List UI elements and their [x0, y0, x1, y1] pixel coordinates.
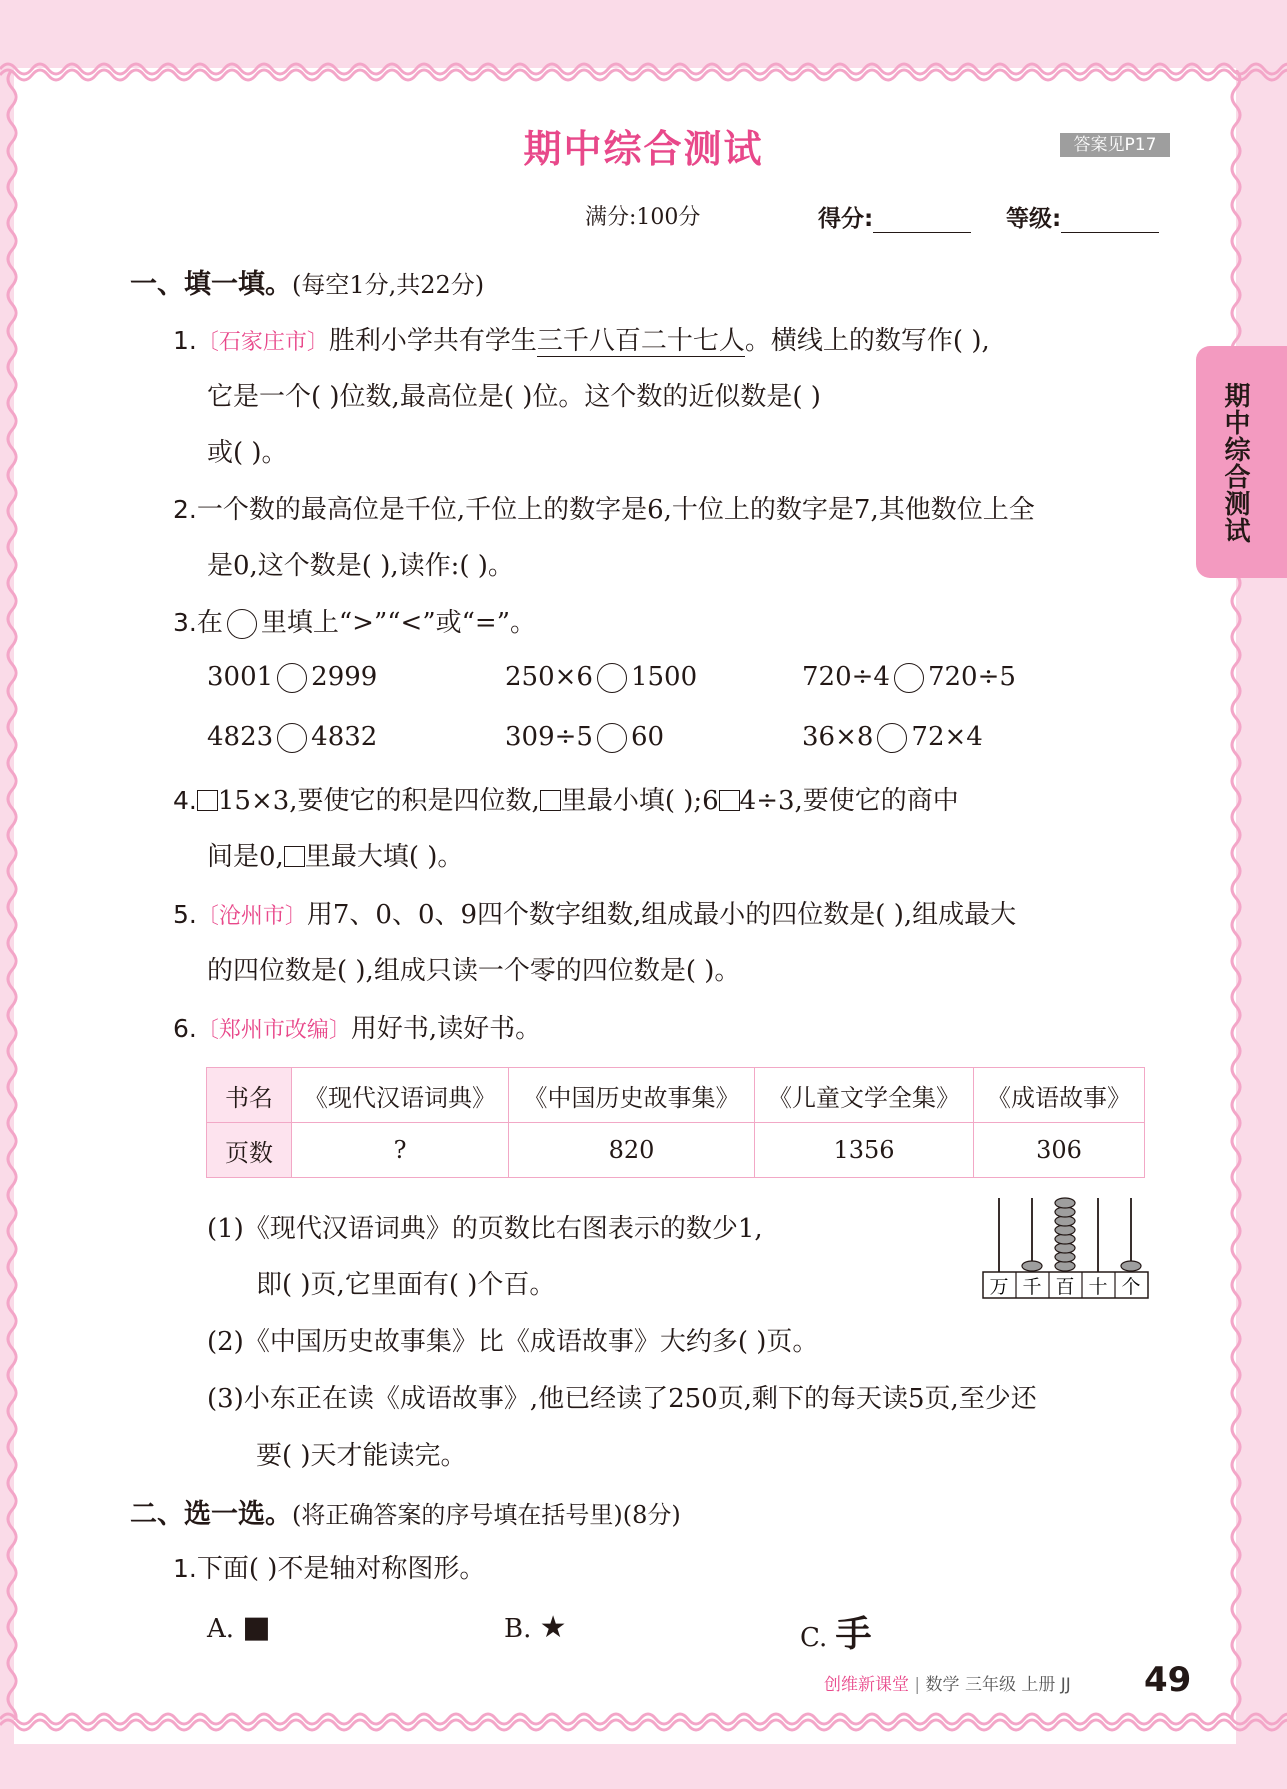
section2-title: 二、选一选。 [130, 1499, 292, 1530]
option-a[interactable] [207, 1610, 271, 1645]
q5-text-a: 用7、0、0、9四个数字组数,组成最小的四位数是( ),组成最大 [306, 900, 1017, 930]
q4-text-a: 15×3,要使它的积是四位数, [217, 786, 540, 816]
abacus-label: 百 [1055, 1276, 1075, 1298]
top-wave-border [0, 56, 1287, 82]
q3-text-b: 里填上“>”“<”或“=”。 [260, 608, 536, 638]
table-cell: 《儿童文学全集》 [755, 1068, 974, 1123]
q5-source: 〔沧州市〕 [196, 904, 307, 929]
q6-number: 6. [173, 1014, 197, 1043]
q3-item-4-right: 4832 [311, 722, 378, 752]
box-placeholder-icon [719, 790, 740, 811]
q1-line3: 或( )。 [207, 438, 288, 468]
q3-number: 3. [173, 608, 197, 637]
grade-label: 等级: [1006, 206, 1062, 232]
q3-item-5-circle[interactable] [597, 723, 627, 753]
q4-text-d: 间是0, [207, 842, 284, 872]
q1-text-b: 。横线上的数写作( ), [744, 326, 990, 356]
q3-item-6-right: 72×4 [911, 722, 983, 752]
table-row [207, 1123, 1145, 1178]
q3-item-1 [207, 662, 377, 693]
q5-line2: 的四位数是( ),组成只读一个零的四位数是( )。 [207, 956, 741, 986]
q3-item-6 [802, 722, 983, 753]
right-wave-border [1224, 70, 1248, 1720]
table-cell: 《成语故事》 [974, 1068, 1145, 1123]
q3-item-4 [207, 722, 377, 753]
q5-number: 5. [173, 900, 197, 929]
table-cell: 1356 [755, 1123, 974, 1178]
q1-line2: 它是一个( )位数,最高位是( )位。这个数的近似数是( ) [207, 382, 821, 412]
footer-info: 数学 三年级 上册 JJ [925, 1675, 1071, 1695]
section1-title: 一、填一填。 [130, 269, 292, 300]
q3-item-1-circle[interactable] [277, 663, 307, 693]
q3-item-3-circle[interactable] [894, 663, 924, 693]
table-cell: 《现代汉语词典》 [292, 1068, 509, 1123]
q2-number: 2. [173, 495, 197, 524]
table-cell: 306 [974, 1123, 1145, 1178]
score-label: 得分: [818, 206, 874, 232]
book-table [206, 1067, 1145, 1178]
table-row-header: 书名 [207, 1068, 292, 1123]
option-c-label: C. [800, 1623, 828, 1653]
box-placeholder-icon [284, 846, 305, 867]
page-number: 49 [1144, 1660, 1192, 1700]
q6-sub1-line1: (1)《现代汉语词典》的页数比右图表示的数少1, [207, 1214, 763, 1244]
table-row-header: 页数 [207, 1123, 292, 1178]
grade-field[interactable] [1006, 200, 1159, 233]
q6-sub3-line1: (3)小东正在读《成语故事》,他已经读了250页,剩下的每天读5页,至少还 [207, 1384, 1037, 1414]
q1-source: 〔石家庄市〕 [196, 330, 329, 355]
q2-line1 [173, 489, 1035, 526]
abacus-label: 万 [989, 1276, 1009, 1298]
table-cell: 820 [509, 1123, 755, 1178]
q3-item-3 [802, 662, 1016, 693]
q6-line1 [173, 1008, 541, 1045]
abacus-icon [982, 1196, 1152, 1300]
q3-text-a: 在 [196, 608, 223, 638]
q3-item-6-left: 36×8 [802, 722, 874, 752]
q3-item-2-right: 1500 [630, 662, 698, 692]
score-field[interactable] [818, 200, 971, 233]
compare-circle-icon [227, 609, 257, 639]
abacus-label: 十 [1088, 1276, 1108, 1298]
footer: 创维新课堂 | 数学 三年级 上册 JJ [824, 1675, 1071, 1695]
q6-sub1-line2: 即( )页,它里面有( )个百。 [256, 1270, 556, 1300]
q4-number: 4. [173, 786, 197, 815]
q4-text-c: 4÷3,要使它的商中 [739, 786, 959, 816]
q6-source: 〔郑州市改编〕 [196, 1018, 351, 1043]
section1-heading [130, 262, 484, 301]
section1-note: (每空1分,共22分) [292, 271, 485, 299]
q6-sub2: (2)《中国历史故事集》比《成语故事》大约多( )页。 [207, 1327, 819, 1357]
abacus-label: 个 [1121, 1276, 1141, 1298]
q1-number: 1. [173, 326, 197, 355]
q4-line2 [207, 836, 463, 873]
option-c[interactable] [800, 1606, 872, 1657]
abacus-figure [982, 1196, 1152, 1304]
page-title: 期中综合测试 [523, 127, 764, 171]
abacus-label: 千 [1022, 1276, 1042, 1298]
q4-text-b: 里最小填( );6 [560, 786, 719, 816]
score-blank[interactable] [873, 206, 971, 233]
q6-sub3-line2: 要( )天才能读完。 [256, 1441, 467, 1471]
side-tab-label: 期中综合测试 [1220, 382, 1250, 544]
q3-item-5-left: 309÷5 [505, 722, 593, 752]
q3-item-2-circle[interactable] [597, 663, 627, 693]
q3-item-3-left: 720÷4 [802, 662, 890, 692]
q3-item-6-circle[interactable] [877, 723, 907, 753]
q5-line1 [173, 894, 1016, 931]
square-icon: ■ [242, 1610, 271, 1645]
option-b[interactable] [504, 1610, 567, 1645]
full-score: 满分:100分 [585, 205, 701, 230]
box-placeholder-icon [540, 790, 561, 811]
q3-item-4-circle[interactable] [277, 723, 307, 753]
q3-line1 [173, 602, 536, 639]
table-cell: 《中国历史故事集》 [509, 1068, 755, 1123]
left-wave-border [2, 70, 26, 1720]
table-cell: ? [292, 1123, 509, 1178]
q3-item-2 [505, 662, 697, 693]
box-placeholder-icon [197, 790, 218, 811]
q4-text-e: 里最大填( )。 [304, 842, 464, 872]
star-icon: ★ [539, 1610, 567, 1645]
section2-heading [130, 1492, 681, 1531]
q4-line1 [173, 780, 959, 817]
q2-text-a: 一个数的最高位是千位,千位上的数字是6,十位上的数字是7,其他数位上全 [196, 495, 1035, 525]
bottom-wave-border [0, 1712, 1287, 1738]
table-row [207, 1068, 1145, 1123]
s2-q1-number: 1. [173, 1554, 197, 1583]
q1-underlined-number: 三千八百二十七人 [536, 326, 745, 356]
q3-item-2-left: 250×6 [505, 662, 593, 692]
q2-line2: 是0,这个数是( ),读作:( )。 [207, 551, 514, 581]
answer-reference-badge: 答案见P17 [1060, 133, 1170, 157]
q3-item-4-left: 4823 [207, 722, 274, 752]
s2-q1-line [173, 1548, 485, 1585]
hand-character: 手 [835, 1613, 872, 1655]
q3-item-5-right: 60 [630, 722, 665, 752]
q1-line1 [173, 320, 990, 357]
q3-item-3-right: 720÷5 [927, 662, 1016, 692]
footer-brand: 创维新课堂 [824, 1675, 909, 1695]
q3-item-5 [505, 722, 664, 753]
option-a-label: A. [207, 1614, 235, 1644]
q1-text-a: 胜利小学共有学生 [328, 326, 537, 356]
option-b-label: B. [504, 1614, 532, 1644]
q6-text: 用好书,读好书。 [350, 1014, 542, 1044]
q3-item-1-right: 2999 [311, 662, 378, 692]
s2-q1-text: 下面( )不是轴对称图形。 [196, 1554, 486, 1584]
grade-blank[interactable] [1061, 206, 1159, 233]
q3-item-1-left: 3001 [207, 662, 274, 692]
section2-note: (将正确答案的序号填在括号里)(8分) [292, 1501, 681, 1529]
